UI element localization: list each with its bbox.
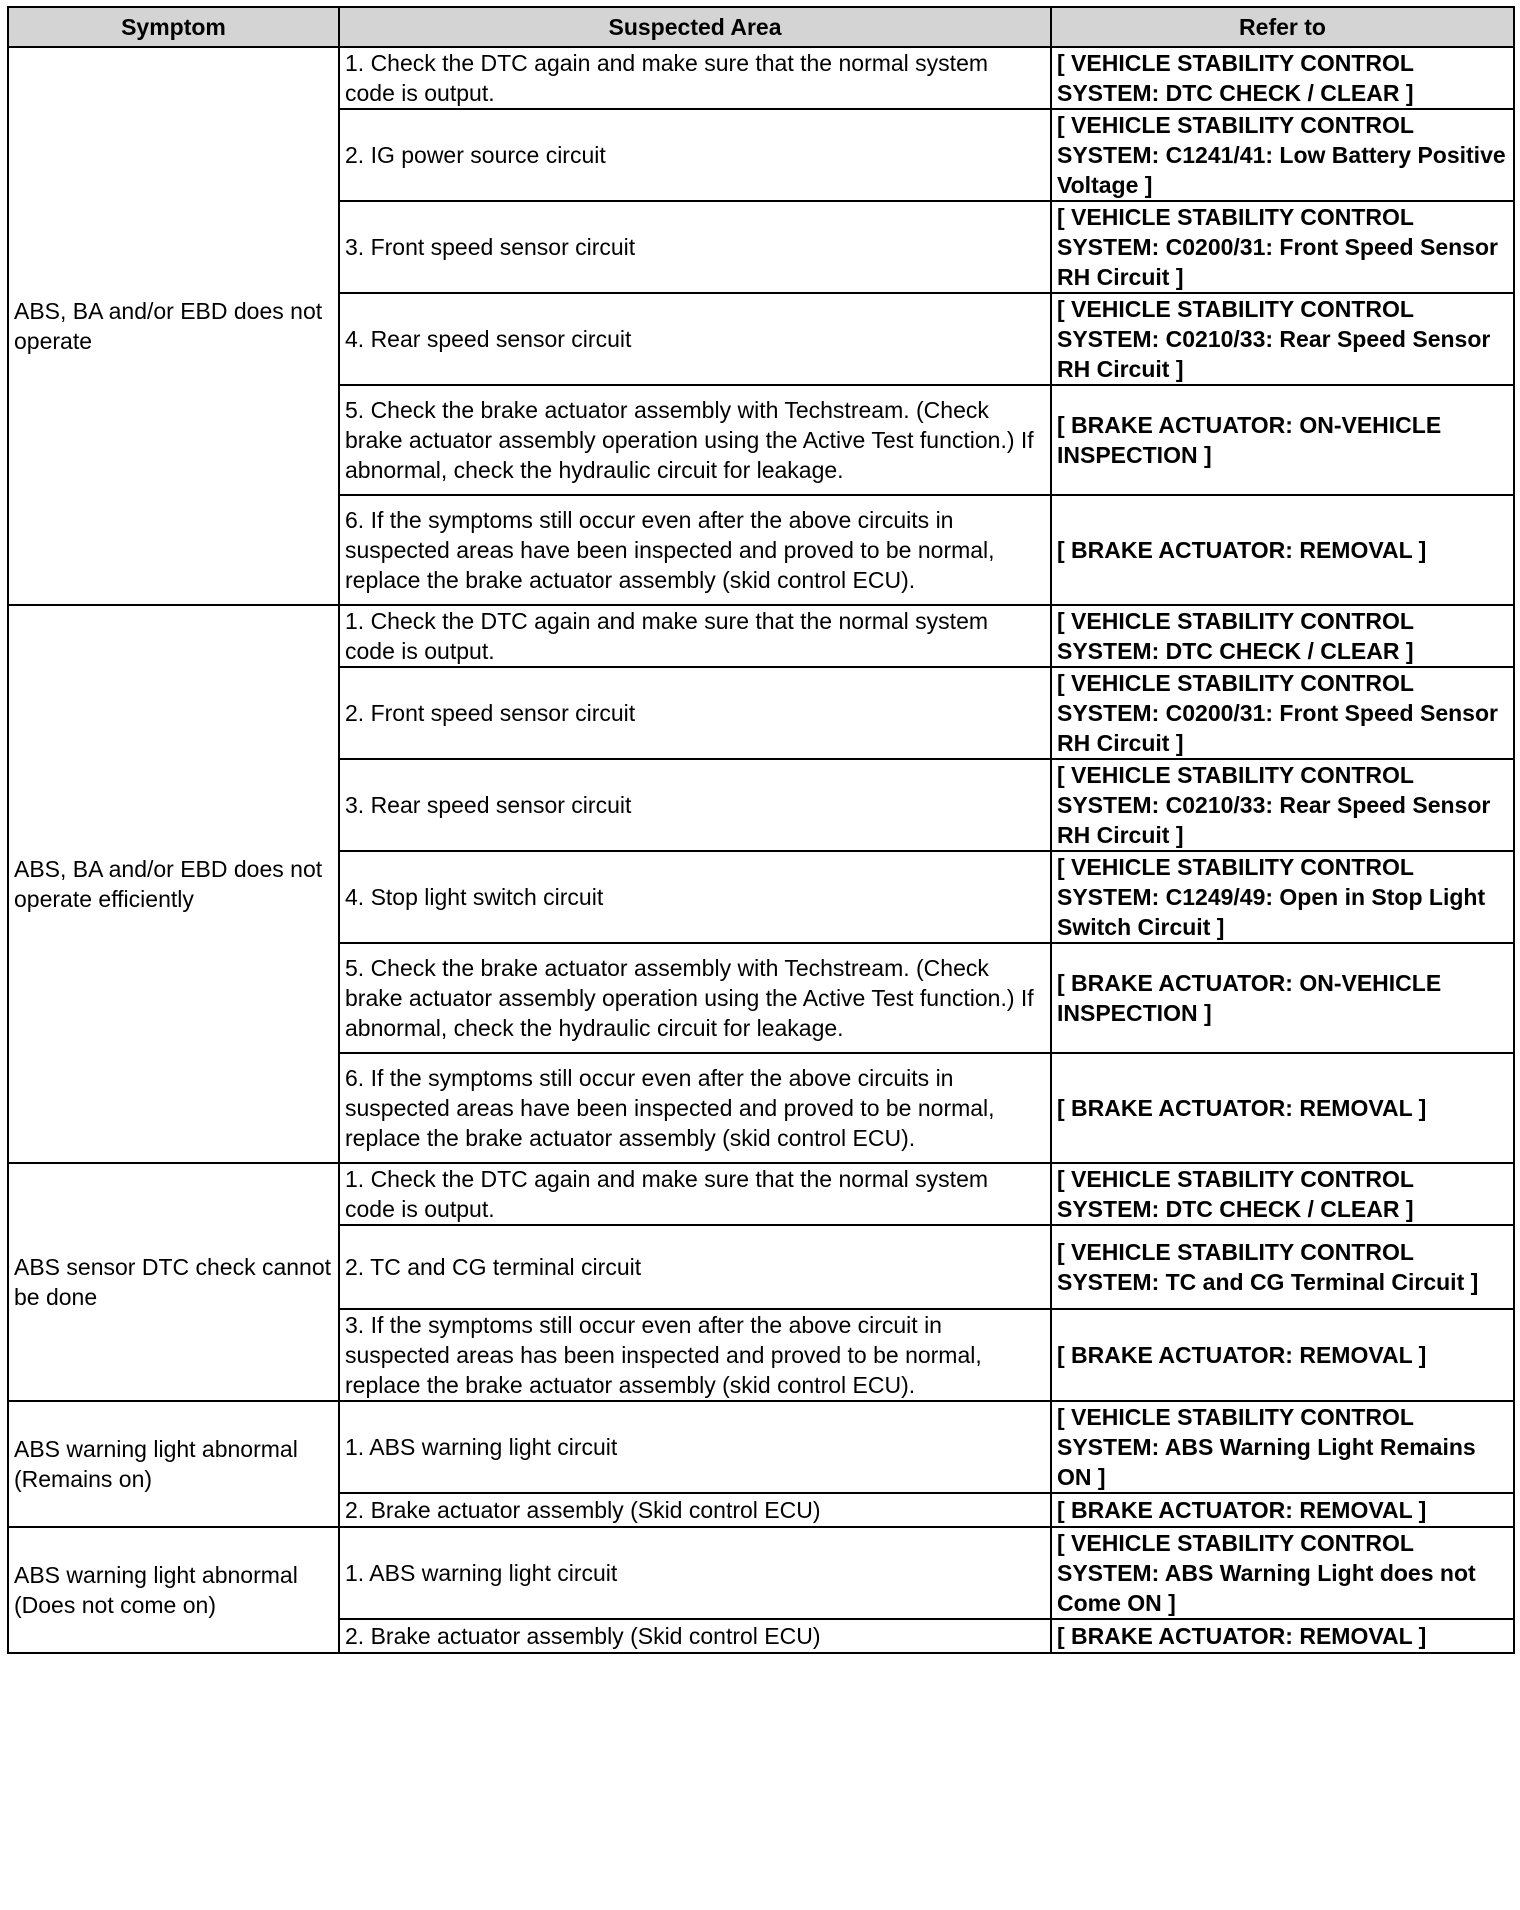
table-row: [8, 1163, 1514, 1225]
suspected-area-cell: 1. ABS warning light circuit: [339, 1527, 1051, 1619]
suspected-area-cell: 1. Check the DTC again and make sure that the normal system code is output.: [339, 1163, 1051, 1225]
suspected-area-cell: 3. Rear speed sensor circuit: [339, 759, 1051, 851]
refer-to-link[interactable]: [ BRAKE ACTUATOR: REMOVAL ]: [1051, 1053, 1514, 1163]
symptom-cell: ABS warning light abnormal (Remains on): [8, 1401, 339, 1527]
problem-symptoms-table-wrapper: [7, 6, 1513, 1654]
header-symptom: Symptom: [8, 7, 339, 47]
refer-to-link[interactable]: [ VEHICLE STABILITY CONTROL SYSTEM: TC and CG Terminal Circuit ]: [1051, 1225, 1514, 1309]
table-body: [8, 47, 1514, 1653]
suspected-area-cell: 2. TC and CG terminal circuit: [339, 1225, 1051, 1309]
refer-to-link[interactable]: [ BRAKE ACTUATOR: REMOVAL ]: [1051, 495, 1514, 605]
suspected-area-cell: 6. If the symptoms still occur even after the above circuits in suspected areas have been inspected and proved to be normal, replace the brake actuator assembly (skid control ECU).: [339, 495, 1051, 605]
refer-to-link[interactable]: [ VEHICLE STABILITY CONTROL SYSTEM: C0200/31: Front Speed Sensor RH Circuit ]: [1051, 201, 1514, 293]
suspected-area-cell: 3. If the symptoms still occur even after the above circuit in suspected areas has been inspected and proved to be normal, replace the brake actuator assembly (skid control ECU).: [339, 1309, 1051, 1401]
suspected-area-cell: 3. Front speed sensor circuit: [339, 201, 1051, 293]
suspected-area-cell: 2. Brake actuator assembly (Skid control ECU): [339, 1619, 1051, 1653]
refer-to-link[interactable]: [ BRAKE ACTUATOR: REMOVAL ]: [1051, 1493, 1514, 1527]
table-row: [8, 1401, 1514, 1493]
suspected-area-cell: 5. Check the brake actuator assembly with Techstream. (Check brake actuator assembly operation using the Active Test function.) If abnormal, check the hydraulic circuit for leakage.: [339, 943, 1051, 1053]
header-refer-to: Refer to: [1051, 7, 1514, 47]
suspected-area-cell: 1. Check the DTC again and make sure that the normal system code is output.: [339, 605, 1051, 667]
header-suspected-area: Suspected Area: [339, 7, 1051, 47]
refer-to-link[interactable]: [ VEHICLE STABILITY CONTROL SYSTEM: C1249/49: Open in Stop Light Switch Circuit ]: [1051, 851, 1514, 943]
refer-to-link[interactable]: [ VEHICLE STABILITY CONTROL SYSTEM: DTC CHECK / CLEAR ]: [1051, 1163, 1514, 1225]
refer-to-link[interactable]: [ VEHICLE STABILITY CONTROL SYSTEM: C0210/33: Rear Speed Sensor RH Circuit ]: [1051, 293, 1514, 385]
symptom-cell: ABS sensor DTC check cannot be done: [8, 1163, 339, 1401]
symptom-cell: ABS, BA and/or EBD does not operate efficiently: [8, 605, 339, 1163]
refer-to-link[interactable]: [ VEHICLE STABILITY CONTROL SYSTEM: ABS Warning Light Remains ON ]: [1051, 1401, 1514, 1493]
table-header-row: [8, 7, 1514, 47]
problem-symptoms-table: [7, 6, 1515, 1654]
refer-to-link[interactable]: [ VEHICLE STABILITY CONTROL SYSTEM: DTC CHECK / CLEAR ]: [1051, 47, 1514, 109]
symptom-cell: ABS, BA and/or EBD does not operate: [8, 47, 339, 605]
symptom-cell: ABS warning light abnormal (Does not come on): [8, 1527, 339, 1653]
suspected-area-cell: 5. Check the brake actuator assembly with Techstream. (Check brake actuator assembly operation using the Active Test function.) If abnormal, check the hydraulic circuit for leakage.: [339, 385, 1051, 495]
suspected-area-cell: 1. Check the DTC again and make sure that the normal system code is output.: [339, 47, 1051, 109]
refer-to-link[interactable]: [ VEHICLE STABILITY CONTROL SYSTEM: C0200/31: Front Speed Sensor RH Circuit ]: [1051, 667, 1514, 759]
suspected-area-cell: 1. ABS warning light circuit: [339, 1401, 1051, 1493]
refer-to-link[interactable]: [ VEHICLE STABILITY CONTROL SYSTEM: C0210/33: Rear Speed Sensor RH Circuit ]: [1051, 759, 1514, 851]
suspected-area-cell: 2. IG power source circuit: [339, 109, 1051, 201]
suspected-area-cell: 6. If the symptoms still occur even after the above circuits in suspected areas have been inspected and proved to be normal, replace the brake actuator assembly (skid control ECU).: [339, 1053, 1051, 1163]
suspected-area-cell: 4. Stop light switch circuit: [339, 851, 1051, 943]
refer-to-link[interactable]: [ BRAKE ACTUATOR: ON-VEHICLE INSPECTION ]: [1051, 943, 1514, 1053]
table-row: [8, 605, 1514, 667]
suspected-area-cell: 2. Front speed sensor circuit: [339, 667, 1051, 759]
refer-to-link[interactable]: [ BRAKE ACTUATOR: REMOVAL ]: [1051, 1619, 1514, 1653]
table-row: [8, 1527, 1514, 1619]
suspected-area-cell: 2. Brake actuator assembly (Skid control ECU): [339, 1493, 1051, 1527]
refer-to-link[interactable]: [ BRAKE ACTUATOR: ON-VEHICLE INSPECTION ]: [1051, 385, 1514, 495]
refer-to-link[interactable]: [ VEHICLE STABILITY CONTROL SYSTEM: DTC CHECK / CLEAR ]: [1051, 605, 1514, 667]
table-row: [8, 47, 1514, 109]
refer-to-link[interactable]: [ BRAKE ACTUATOR: REMOVAL ]: [1051, 1309, 1514, 1401]
refer-to-link[interactable]: [ VEHICLE STABILITY CONTROL SYSTEM: C1241/41: Low Battery Positive Voltage ]: [1051, 109, 1514, 201]
refer-to-link[interactable]: [ VEHICLE STABILITY CONTROL SYSTEM: ABS Warning Light does not Come ON ]: [1051, 1527, 1514, 1619]
suspected-area-cell: 4. Rear speed sensor circuit: [339, 293, 1051, 385]
